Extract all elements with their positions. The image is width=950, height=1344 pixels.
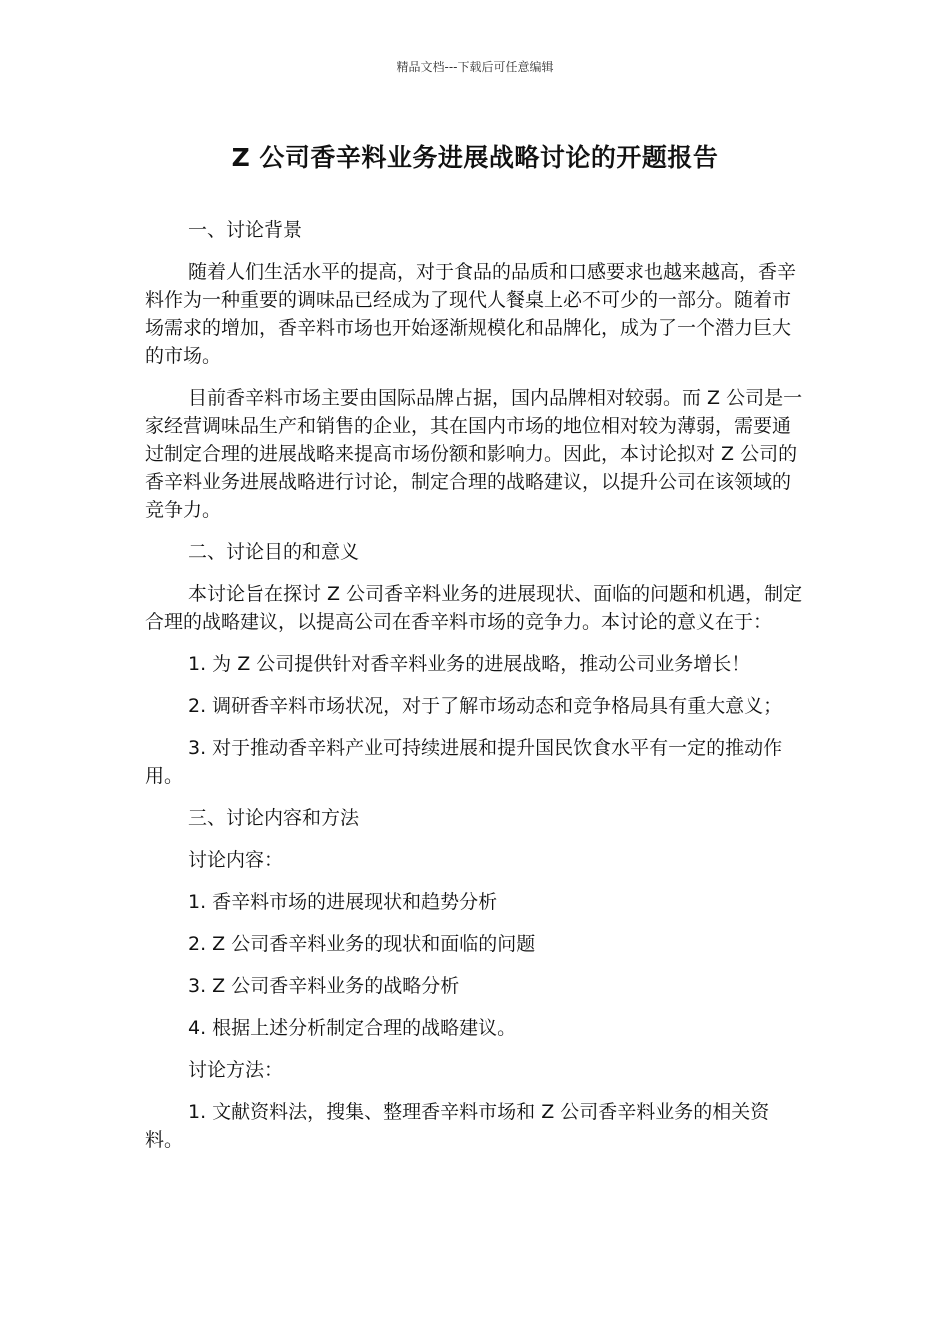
list-item: 2. 调研香辛料市场状况，对于了解市场动态和竞争格局具有重大意义； xyxy=(188,695,783,717)
subheading: 讨论内容： xyxy=(188,849,284,871)
paragraph: 目前香辛料市场主要由国际品牌占据，国内品牌相对较弱。而 Z 公司是一家经营调味品生产和销售的企业，其在国内市场的地位相对较为薄弱，需要通过制定合理的进展战略来提高市场份额和影响力。因此，本讨论拟对 Z 公司的香辛料业务进展战略进行讨论，制定合理的战略建议，以提升公司在该领域的竞争力。 xyxy=(145,387,803,521)
header-note: 精品文档---下载后可任意编辑 xyxy=(396,60,554,74)
list-item: 3. Z 公司香辛料业务的战略分析 xyxy=(188,975,460,997)
section-heading: 三、讨论内容和方法 xyxy=(188,807,360,829)
subheading: 讨论方法： xyxy=(188,1059,284,1081)
paragraph: 随着人们生活水平的提高，对于食品的品质和口感要求也越来越高，香辛料作为一种重要的调味品已经成为了现代人餐桌上必不可少的一部分。随着市场需求的增加，香辛料市场也开始逐渐规模化和品牌化，成为了一个潜力巨大的市场。 xyxy=(145,261,797,367)
list-item: 1. 香辛料市场的进展现状和趋势分析 xyxy=(188,891,498,913)
list-item: 3. 对于推动香辛料产业可持续进展和提升国民饮食水平有一定的推动作用。 xyxy=(145,737,783,787)
list-item: 1. 为 Z 公司提供针对香辛料业务的进展战略，推动公司业务增长！ xyxy=(188,653,751,675)
document-title: Z 公司香辛料业务进展战略讨论的开题报告 xyxy=(231,143,719,172)
section-heading: 一、讨论背景 xyxy=(188,219,303,241)
list-item: 4. 根据上述分析制定合理的战略建议。 xyxy=(188,1017,517,1039)
section-heading: 二、讨论目的和意义 xyxy=(188,541,360,563)
document-body xyxy=(145,216,805,1168)
list-item: 2. Z 公司香辛料业务的现状和面临的问题 xyxy=(188,933,536,955)
paragraph: 本讨论旨在探讨 Z 公司香辛料业务的进展现状、面临的问题和机遇，制定合理的战略建议，以提高公司在香辛料市场的竞争力。本讨论的意义在于： xyxy=(145,583,803,633)
list-item: 1. 文献资料法，搜集、整理香辛料市场和 Z 公司香辛料业务的相关资料。 xyxy=(145,1101,770,1151)
